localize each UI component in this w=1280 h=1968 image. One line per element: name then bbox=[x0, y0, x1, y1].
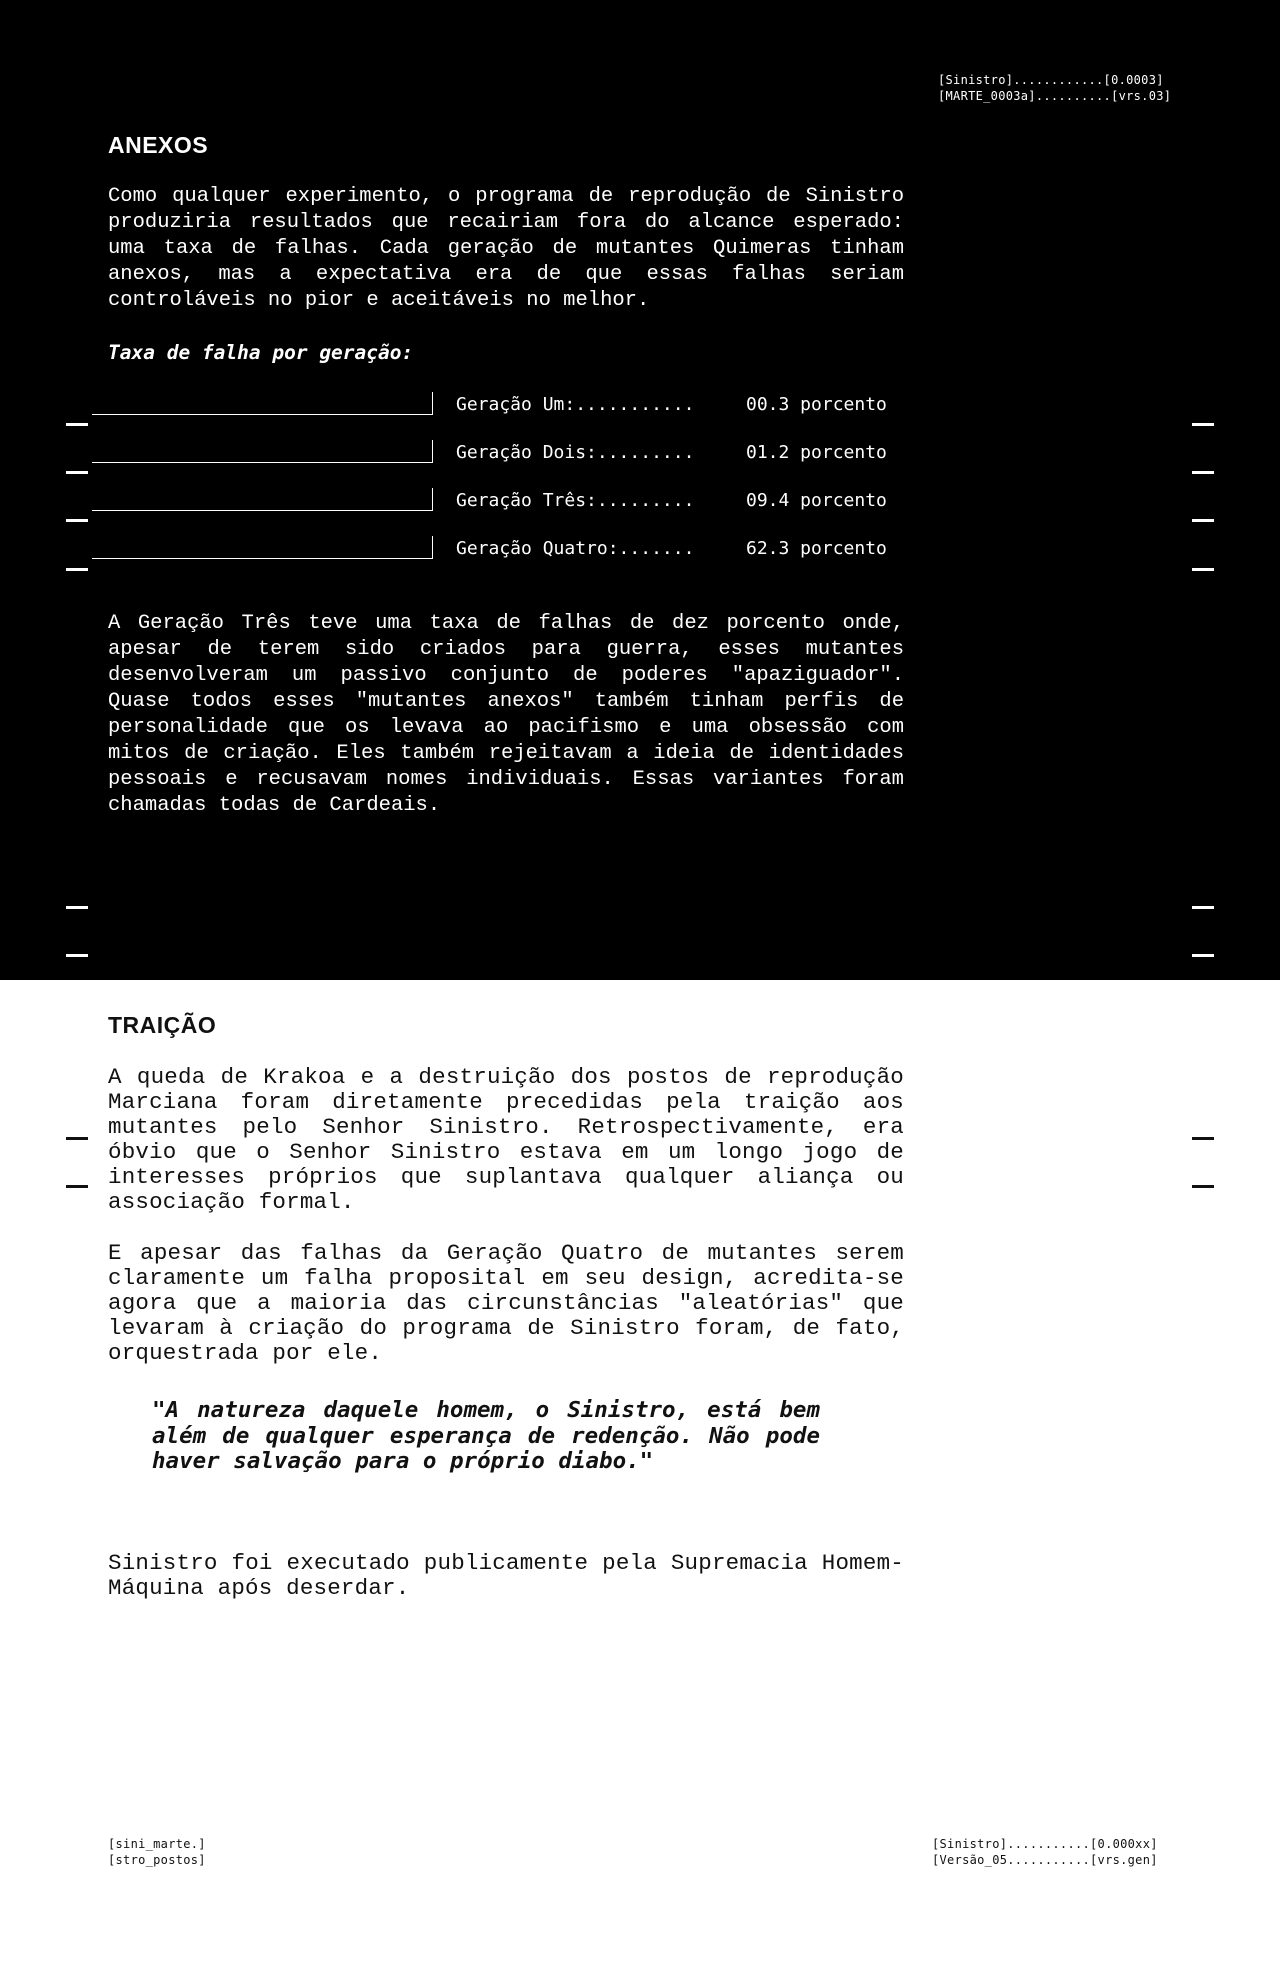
footer-left-line2: [stro_postos] bbox=[108, 1853, 206, 1867]
failure-rates-title: Taxa de falha por geração: bbox=[108, 341, 414, 364]
margin-dash bbox=[1192, 423, 1214, 426]
traicao-paragraph-3: Sinistro foi executado publicamente pela Supremacia Homem-Máquina após deserdar. bbox=[108, 1550, 904, 1601]
anexos-title: ANEXOS bbox=[108, 132, 209, 158]
margin-dash bbox=[66, 1185, 88, 1188]
anexos-intro-paragraph: Como qualquer experimento, o programa de reprodução de Sinistro produziria resultados que recairiam fora do alcance esperado: uma taxa de falhas. Cada geração de mutantes Quimeras tinham anexos, mas a expectativa era de que essas falhas seriam controláveis no pior e aceitáveis no melhor. bbox=[108, 185, 904, 312]
rate-value: 00.3 porcento bbox=[746, 394, 887, 415]
rate-value: 09.4 porcento bbox=[746, 490, 887, 511]
footer-right-tag bbox=[932, 1836, 1158, 1868]
footer-left-tag bbox=[108, 1836, 206, 1868]
failure-rate-row-2 bbox=[0, 438, 1280, 468]
rate-label: Geração Um:........... bbox=[456, 394, 695, 415]
margin-dash bbox=[66, 906, 88, 909]
margin-dash bbox=[1192, 906, 1214, 909]
anexos-section bbox=[0, 0, 1280, 980]
margin-dash bbox=[1192, 954, 1214, 957]
header-tag-line2: [MARTE_0003a]..........[vrs.03] bbox=[938, 89, 1172, 103]
traicao-paragraph-2: E apesar das falhas da Geração Quatro de mutantes serem claramente um falha proposital em seu design, acredita-se agora que a maioria das circunstâncias "aleatórias" que levaram à criação do programa de Sinistro foram, de fato, orquestrada por ele. bbox=[108, 1240, 904, 1366]
rate-label: Geração Dois:......... bbox=[456, 442, 695, 463]
margin-dash bbox=[66, 954, 88, 957]
rate-label: Geração Três:......... bbox=[456, 490, 695, 511]
sinistro-quote: "A natureza daquele homem, o Sinistro, está bem além de qualquer esperança de redenção. Não pode haver salvação para o próprio diabo." bbox=[152, 1397, 820, 1474]
margin-dash bbox=[66, 568, 88, 571]
failure-rate-row-4 bbox=[0, 534, 1280, 564]
header-tag bbox=[938, 72, 1171, 104]
rate-underline bbox=[92, 536, 433, 559]
traicao-title: TRAIÇÃO bbox=[108, 1012, 217, 1038]
anexos-closing-paragraph: A Geração Três teve uma taxa de falhas de dez porcento onde, apesar de terem sido criados para guerra, esses mutantes desenvolveram um passivo conjunto de poderes "apaziguador". Quase todos esses "mutantes anexos" também tinham perfis de personalidade que os levava ao pacifismo e uma obsessão com mitos de criação. Eles também rejeitavam a ideia de identidades pessoais e recusavam nomes individuais. Essas variantes foram chamadas todas de Cardeais. bbox=[108, 612, 904, 817]
traicao-paragraph-1: A queda de Krakoa e a destruição dos postos de reprodução Marciana foram diretamente precedidas pela traição aos mutantes pelo Senhor Sinistro. Retrospectivamente, era óbvio que o Senhor Sinistro estava em um longo jogo de interesses próprios que suplantava qualquer aliança ou associação formal. bbox=[108, 1064, 904, 1215]
footer-left-line1: [sini_marte.] bbox=[108, 1837, 206, 1851]
failure-rate-row-1 bbox=[0, 390, 1280, 420]
rate-label: Geração Quatro:....... bbox=[456, 538, 695, 559]
margin-dash bbox=[66, 471, 88, 474]
rate-value: 62.3 porcento bbox=[746, 538, 887, 559]
rate-underline bbox=[92, 392, 433, 415]
header-tag-line1: [Sinistro]............[0.0003] bbox=[938, 73, 1164, 87]
margin-dash bbox=[66, 519, 88, 522]
margin-dash bbox=[1192, 568, 1214, 571]
margin-dash bbox=[1192, 471, 1214, 474]
margin-dash bbox=[1192, 1185, 1214, 1188]
margin-dash bbox=[66, 1137, 88, 1140]
rate-value: 01.2 porcento bbox=[746, 442, 887, 463]
traicao-section bbox=[0, 980, 1280, 1968]
failure-rate-row-3 bbox=[0, 486, 1280, 516]
margin-dash bbox=[1192, 519, 1214, 522]
rate-underline bbox=[92, 440, 433, 463]
rate-underline bbox=[92, 488, 433, 511]
footer-right-line1: [Sinistro]...........[0.000xx] bbox=[932, 1837, 1158, 1851]
footer-right-line2: [Versão_05...........[vrs.gen] bbox=[932, 1853, 1158, 1867]
margin-dash bbox=[66, 423, 88, 426]
margin-dash bbox=[1192, 1137, 1214, 1140]
